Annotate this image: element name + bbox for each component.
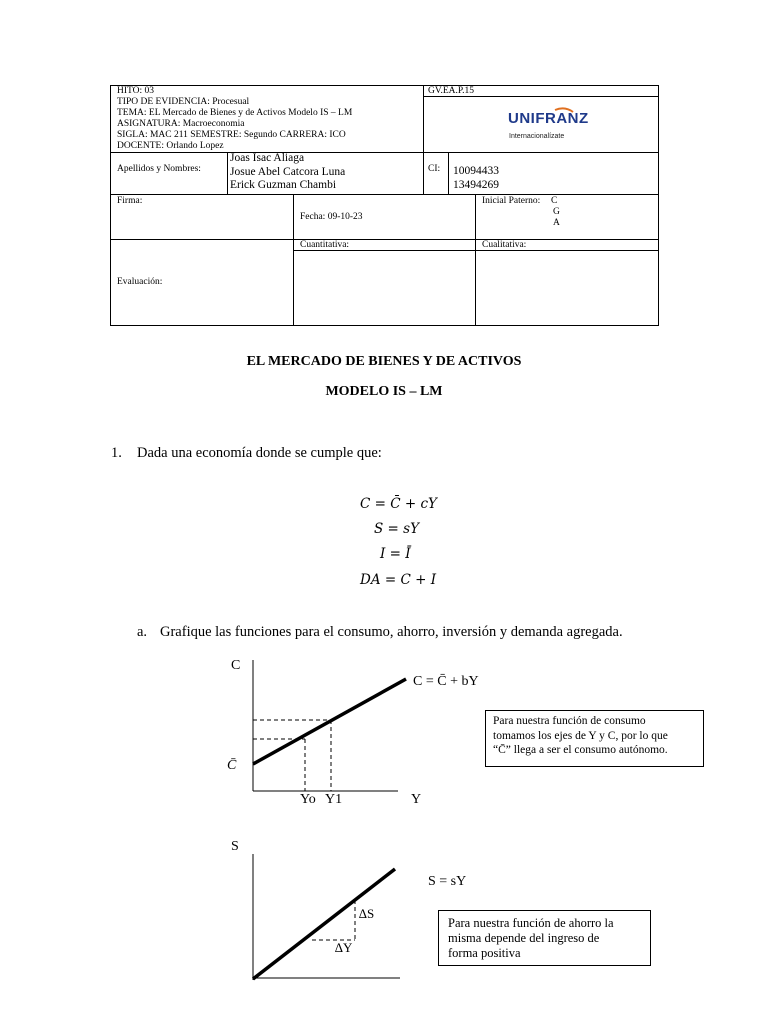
x-tick-y1: Y1	[325, 792, 343, 807]
document-subtitle: MODELO IS – LM	[325, 384, 443, 399]
saving-y-axis-label: S	[231, 839, 239, 854]
note-line: misma depende del ingreso de	[448, 931, 600, 945]
ci-label: CI:	[428, 164, 441, 174]
ci-value: 10094433	[453, 165, 499, 177]
equation-investment: I = Ī	[380, 546, 411, 562]
student-name: Joas Isac Aliaga	[230, 152, 305, 164]
question-number: 1.	[111, 445, 122, 461]
consumption-note	[485, 710, 704, 767]
note-line: tomamos los ejes de Y y C, por lo que	[493, 729, 668, 742]
docente-text: DOCENTE: Orlando Lopez	[117, 141, 224, 151]
note-line: forma positiva	[448, 946, 521, 960]
fecha-text: Fecha: 09-10-23	[300, 212, 363, 222]
equation-saving: S = sY	[374, 521, 419, 537]
part-letter: a.	[137, 624, 148, 640]
firma-label: Firma:	[117, 196, 143, 206]
sigla-text: SIGLA: MAC 211 SEMESTRE: Segundo CARRERA: ICO	[117, 130, 346, 140]
note-line: Para nuestra función de ahorro la	[448, 916, 614, 930]
apellidos-label: Apellidos y Nombres:	[117, 164, 201, 174]
inicial-label: Inicial Paterno:	[482, 196, 541, 206]
delta-s-label: ∆S	[359, 906, 375, 921]
ci-value: 13494269	[453, 178, 499, 191]
document-title: EL MERCADO DE BIENES Y DE ACTIVOS	[246, 354, 522, 369]
asignatura-text: ASIGNATURA: Macroeconomia	[117, 119, 245, 129]
student-name: Josue Abel Catcora Luna	[230, 165, 346, 178]
autonomous-consumption-label: C̄	[227, 758, 237, 773]
consumption-y-axis-label: C	[231, 658, 241, 673]
inicial-value: C	[551, 196, 558, 206]
note-line: Para nuestra función de consumo	[493, 715, 646, 727]
student-name: Erick Guzman Chambi	[230, 179, 337, 191]
note-line: “C̄” llega a ser el consumo autónomo.	[493, 744, 668, 756]
tipo-evidencia-text: TIPO DE EVIDENCIA: Procesual	[117, 97, 250, 107]
delta-y-label: ∆Y	[335, 940, 353, 955]
part-text: Grafique las funciones para el consumo, ahorro, inversión y demanda agregada.	[160, 624, 623, 640]
inicial-value: A	[553, 218, 560, 228]
cuantitativa-label: Cuantitativa:	[300, 240, 350, 250]
x-tick-yo: Yo	[300, 792, 316, 807]
hito-text: HITO: 03	[117, 86, 155, 96]
evaluacion-label: Evaluación:	[117, 277, 163, 287]
equation-consumption: C = C̄ + cY	[360, 496, 437, 512]
question-text: Dada una economía donde se cumple que:	[137, 445, 382, 461]
saving-line-label: S = sY	[428, 874, 467, 889]
cualitativa-label: Cualitativa:	[482, 240, 527, 250]
inicial-value: G	[553, 207, 560, 217]
consumption-line-label: C = C̄ + bY	[413, 674, 479, 689]
saving-note	[438, 910, 651, 966]
logo-main-text: UNIFRANZ	[508, 110, 589, 127]
logo-sub-text: Internacionalízate	[509, 133, 565, 140]
equation-aggregate-demand: DA = C + I	[360, 572, 437, 588]
document-code: GV.EA.P.15	[428, 86, 475, 96]
tema-text: TEMA: EL Mercado de Bienes y de Activos Modelo IS – LM	[117, 108, 353, 118]
consumption-x-axis-label: Y	[411, 792, 422, 807]
